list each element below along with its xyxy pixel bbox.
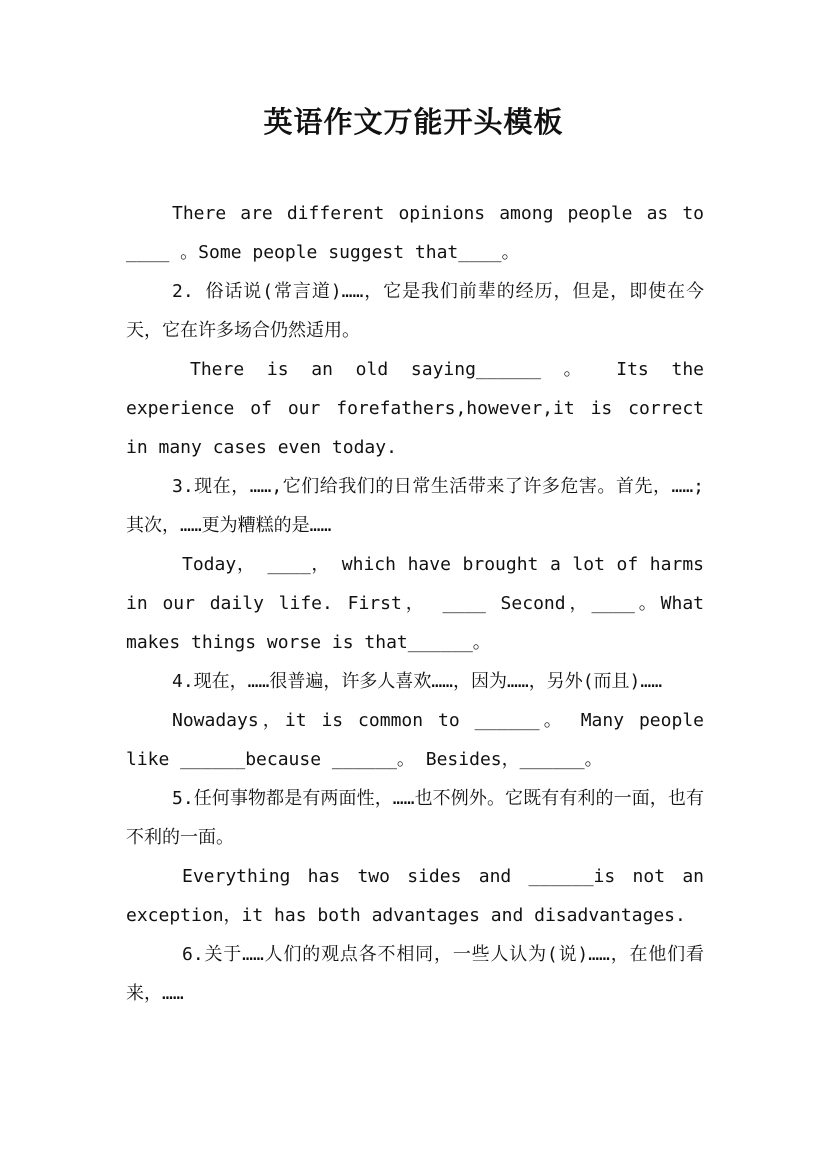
paragraph-3: There is an old saying______ 。 Its the experience of our forefathers,however,it is correct in many cases even today. <box>126 359 704 458</box>
paragraph-5: Today， ____， which have brought a lot of harms in our daily life. First， ____ Second，____。What makes things worse is that______。 <box>126 554 704 653</box>
paragraph-4: 3.现在，……,它们给我们的日常生活带来了许多危害。首先，……;其次，……更为糟糕的是…… <box>126 476 704 536</box>
paragraph-8: 5.任何事物都是有两面性，……也不例外。它既有有利的一面，也有不利的一面。 <box>126 788 704 848</box>
paragraph-2: 2. 俗话说(常言道)……，它是我们前辈的经历，但是，即使在今天，它在许多场合仍然适用。 <box>126 281 704 341</box>
paragraph-1: There are different opinions among people as to ____ 。Some people suggest that____。 <box>126 203 704 263</box>
paragraph-10: 6.关于……人们的观点各不相同，一些人认为(说)……，在他们看来，…… <box>126 944 704 1004</box>
paragraph-9: Everything has two sides and ______is not an exception，it has both advantages and disadvantages. <box>126 866 704 926</box>
document-body <box>126 194 704 1013</box>
paragraph-6: 4.现在，……很普遍，许多人喜欢……，因为……，另外(而且)…… <box>172 671 663 692</box>
paragraph-7: Nowadays，it is common to ______。 Many people like ______because ______。 Besides，______。 <box>126 710 704 770</box>
document-title: 英语作文万能开头模板 <box>263 105 564 139</box>
